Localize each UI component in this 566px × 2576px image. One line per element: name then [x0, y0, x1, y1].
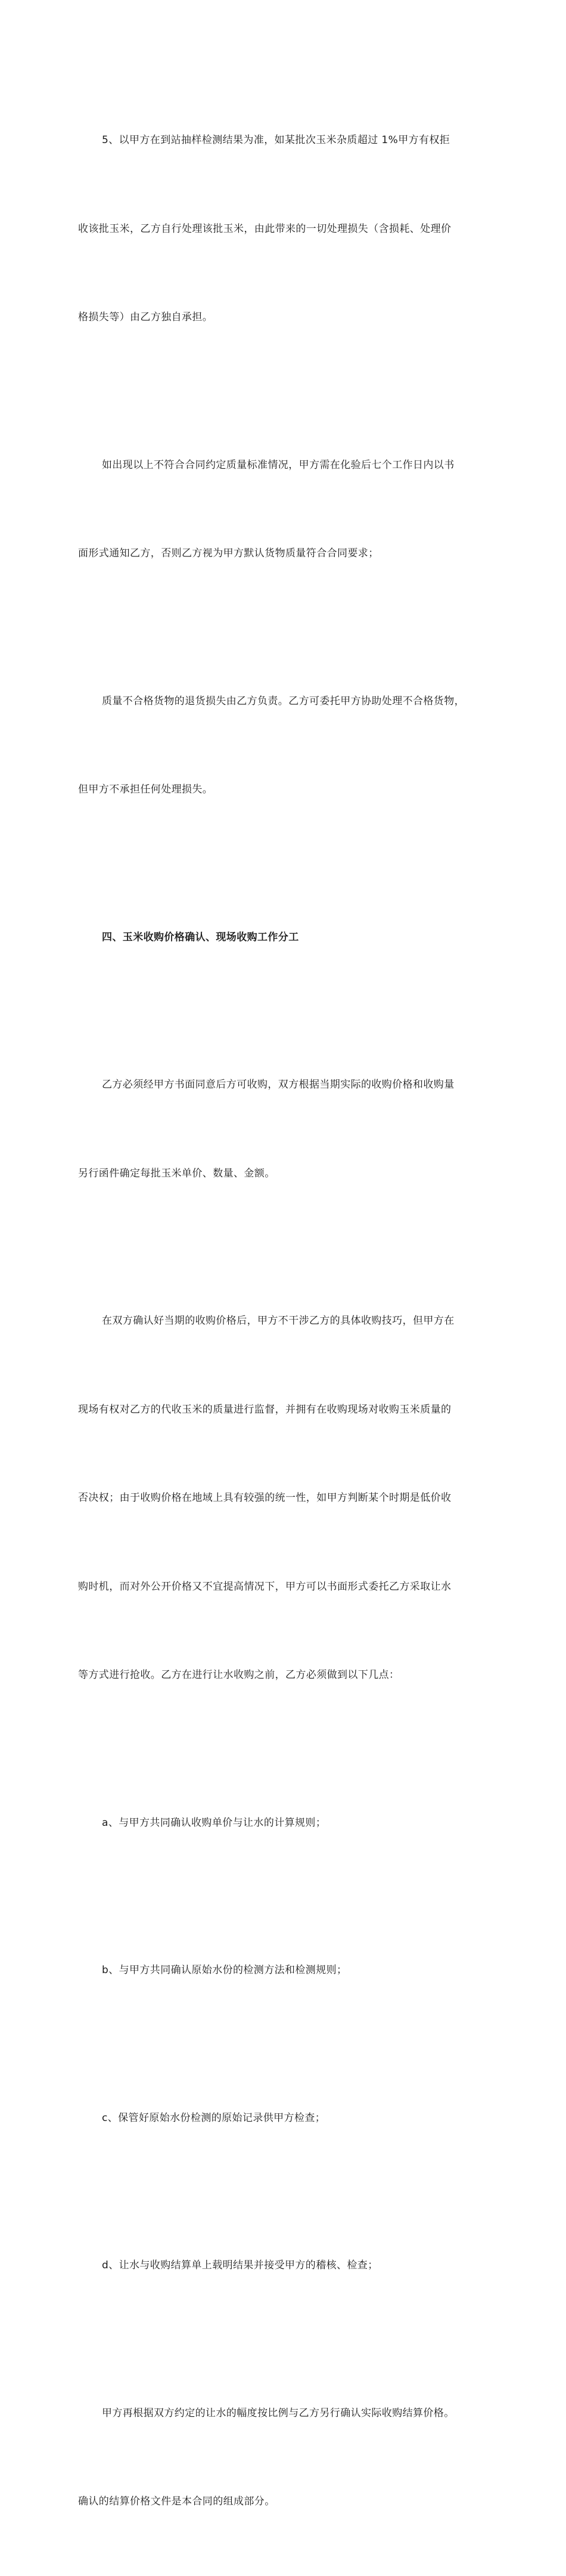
text-line: 面形式通知乙方，否则乙方视为甲方默认货物质量符合合同要求； — [78, 547, 379, 559]
list-item-d — [78, 2192, 495, 2340]
list-item-b — [78, 1897, 495, 2045]
text-line: d、让水与收购结算单上载明结果并接受甲方的稽核、检查； — [102, 2259, 378, 2271]
paragraph-clause-5 — [78, 67, 495, 392]
text-line: 另行函件确定每批玉米单价、数量、金额。 — [78, 1167, 275, 1179]
text-line: 但甲方不承担任何处理损失。 — [78, 784, 213, 795]
list-item-c — [78, 2045, 495, 2193]
text-line: b、与甲方共同确认原始水份的检测方法和检测规则； — [102, 1964, 347, 1976]
text-line: 否决权；由于收购价格在地域上具有较强的统一性，如甲方判断某个时期是低价收 — [78, 1492, 452, 1504]
document-page — [78, 67, 495, 2576]
text-line: a、与甲方共同确认收购单价与让水的计算规则； — [102, 1816, 326, 1829]
text-line: 在双方确认好当期的收购价格后，甲方不干涉乙方的具体收购技巧，但甲方在 — [102, 1315, 455, 1327]
paragraph-written-consent — [78, 1011, 495, 1247]
text-line: 购时机，而对外公开价格又不宜提高情况下，甲方可以书面形式委托乙方采取让水 — [78, 1580, 452, 1593]
section-heading — [78, 864, 495, 1012]
text-line: 确认的结算价格文件是本合同的组成部分。 — [78, 2496, 275, 2507]
text-line: 收该批玉米，乙方自行处理该批玉米，由此带来的一切处理损失（含损耗、处理价 — [78, 222, 452, 235]
text-line: 质量不合格货物的退货损失由乙方负责。乙方可委托甲方协助处理不合格货物， — [102, 695, 465, 707]
text-line: c、保管好原始水份检测的原始记录供甲方检查； — [102, 2111, 326, 2124]
text-line: 乙方必须经甲方书面同意后方可收购，双方根据当期实际的收购价格和收购量 — [102, 1079, 455, 1091]
paragraph-return-loss — [78, 628, 495, 864]
text-line: 甲方再根据双方约定的让水的幅度按比例与乙方另行确认实际收购结算价格。 — [102, 2407, 455, 2419]
list-item-a — [78, 1750, 495, 1897]
text-line: 现场有权对乙方的代收玉米的质量进行监督，并拥有在收购现场对收购玉米质量的 — [78, 1403, 452, 1416]
text-line: 如出现以上不符合合同约定质量标准情况，甲方需在化验后七个工作日内以书 — [102, 459, 455, 471]
paragraph-price-confirmation — [78, 1247, 495, 1750]
paragraph-quality-notice — [78, 392, 495, 628]
heading-line: 四、玉米收购价格确认、现场收购工作分工 — [102, 931, 299, 943]
paragraph-final-price — [78, 2340, 495, 2576]
text-line: 等方式进行抢收。乙方在进行让水收购之前，乙方必须做到以下几点： — [78, 1669, 400, 1681]
text-line: 5、以甲方在到站抽样检测结果为准，如某批次玉米杂质超过 1%甲方有权拒 — [102, 134, 450, 146]
text-line: 格损失等）由乙方独自承担。 — [78, 311, 213, 323]
